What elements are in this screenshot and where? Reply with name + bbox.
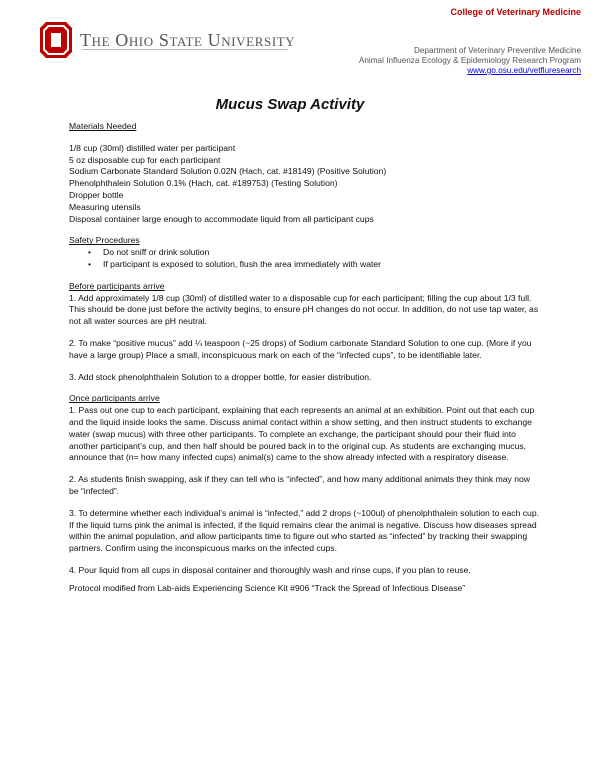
before-step: 2. To make “positive mucus” add ¼ teaspoon (~25 drops) of Sodium carbonate Standard Solution to one cup. (More if you have a large group) Place a small, inconspicuous mark on each of the “infected cups”, to be identifiable later.	[69, 337, 532, 360]
before-step: 1. Add approximately 1/8 cup (30ml) of distilled water to a disposable cup for each participant; filling the cup about 1/3 full. This should be done just before the activity begins, to ensure pH changes do not occur. In addition, do not use tap water, as not all water sources are pH neutral.	[69, 292, 539, 327]
once-heading: Once participants arrive	[69, 393, 160, 404]
protocol-note: Protocol modified from Lab-aids Experiencing Science Kit #906 “Track the Spread of Infectious Disease”	[69, 582, 466, 593]
materials-heading: Materials Needed	[69, 121, 137, 131]
safety-item: • If participant is exposed to solution, flush the area immediately with water	[69, 259, 539, 271]
letterhead	[0, 0, 600, 90]
materials-item: Measuring utensils	[69, 201, 141, 212]
department-name: Department of Veterinary Preventive Medicine	[413, 46, 581, 55]
once-step: 2. As students finish swapping, ask if they can tell who is “infected”, and how many additional animals they think may now be “infected”.	[69, 474, 530, 496]
university-logo	[40, 20, 295, 60]
once-step: 4. Pour liquid from all cups in disposal container and thoroughly wash and rinse cups, if you plan to reuse.	[69, 564, 471, 575]
safety-heading: Safety Procedures	[69, 235, 140, 246]
safety-item: • Do not sniff or drink solution	[69, 247, 539, 259]
college-name: College of Veterinary Medicine	[450, 7, 581, 17]
once-step: 1. Pass out one cup to each participant, explaining that each represents an animal at an exhibition. Point out that each cup and the liquid inside looks the same. Discuss animal contact within a show setting, and then instruct students to exchange water (swap mucus) with three other participants. To complete an exchange, the participant should pour their fluid into another participant’s cup, and then half should be poured back in to the original cup. As students are exchanging mucus, announce that (n= how many infected cups) animal(s) came to the show already infected with a respiratory disease.	[69, 405, 535, 463]
materials-item: Phenolphthalein Solution 0.1% (Hach, cat. #189753) (Testing Solution)	[69, 178, 338, 189]
page-title: Mucus Swap Activity	[215, 96, 365, 113]
before-heading: Before participants arrive	[69, 280, 165, 291]
block-o-logo-icon	[40, 22, 72, 58]
materials-item: Sodium Carbonate Standard Solution 0.02N (Hach, cat. #18149) (Positive Solution)	[69, 166, 387, 177]
document-body	[69, 121, 539, 595]
program-url-link[interactable]: www.go.osu.edu/vetfluresearch	[467, 66, 581, 75]
program-name: Animal Influenza Ecology & Epidemiology Research Program	[358, 56, 581, 65]
once-step: 3. To determine whether each individual’s animal is “infected,” add 2 drops (~100ul) of phenolphthalein solution to each cup. If the liquid turns pink the animal is infected, if the liquid remains clear the animal is negative. Discuss how diseases spread within the animal population, and allow participants time to figure out who started as “infected” by tracking their swapping partners. Confirm using the inconspicuous marks on the infected cups.	[69, 507, 540, 554]
department-block	[359, 46, 581, 76]
logo-underline	[82, 49, 288, 50]
before-step: 3. Add stock phenolphthalein Solution to a dropper bottle, for easier distribution.	[69, 371, 372, 382]
materials-item: 5 oz disposable cup for each participant	[69, 154, 221, 165]
materials-item: 1/8 cup (30ml) distilled water per participant	[69, 142, 236, 153]
university-name: The Ohio State University	[80, 29, 296, 50]
materials-item: Dropper bottle	[69, 189, 124, 200]
safety-list	[69, 247, 539, 271]
materials-item: Disposal container large enough to accommodate liquid from all participant cups	[69, 213, 374, 224]
